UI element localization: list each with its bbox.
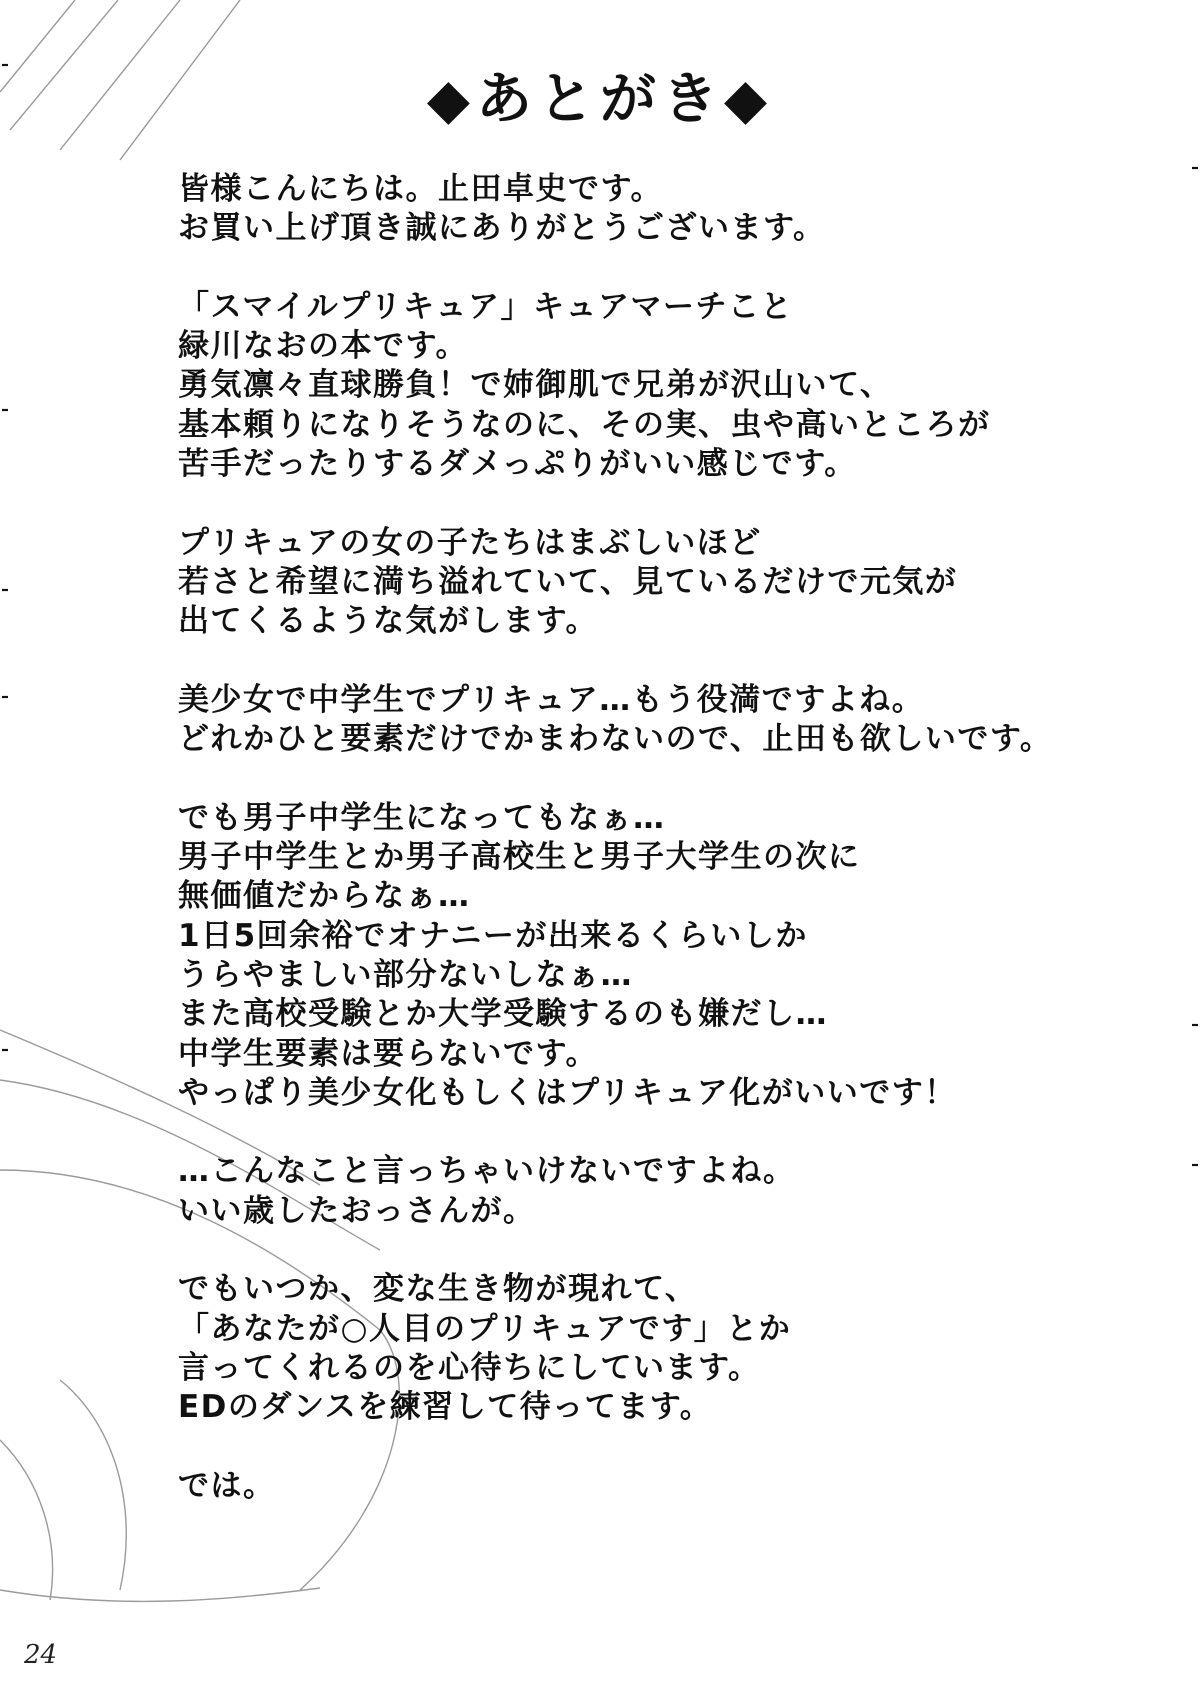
text-line: 出てくるような気がします。: [178, 603, 599, 640]
paragraph-gap: [178, 642, 1168, 681]
paragraph: [178, 524, 1168, 642]
text-line: 勇気凛々直球勝負！で姉御肌で兄弟が沢山いて、: [178, 367, 893, 404]
paragraph: [178, 170, 1168, 249]
page-number: 24: [24, 1640, 58, 1670]
text-line: 1日5回余裕でオナニーが出来るくらいしか: [178, 917, 808, 954]
paragraph: [178, 1467, 1168, 1506]
text-line: うらやましい部分ないしなぁ…: [178, 956, 633, 993]
text-line: 苦手だったりするダメっぷりがいい感じです。: [178, 446, 857, 483]
paragraph: [178, 1270, 1168, 1427]
text-line: プリキュアの女の子たちはまぶしいほど: [178, 524, 762, 561]
text-line: 基本頼りになりそうなのに、その実、虫や高いところが: [178, 406, 991, 443]
text-line: 皆様こんにちは。止田卓史です。: [178, 171, 664, 207]
text-line: 男子中学生とか男子高校生と男子大学生の次に: [178, 839, 861, 876]
text-line: いい歳したおっさんが。: [178, 1192, 536, 1229]
paragraph-gap: [178, 1113, 1168, 1152]
paragraph: [178, 288, 1168, 484]
text-line: 若さと希望に満ち溢れていて、見ているだけで元気が: [178, 563, 958, 600]
text-line: でも男子中学生になってもなぁ…: [178, 799, 666, 836]
text-line: 中学生要素は要らないです。: [178, 1035, 599, 1072]
paragraph-gap: [178, 759, 1168, 798]
paragraph-gap: [178, 249, 1168, 288]
afterword-text: [178, 170, 1168, 1506]
paragraph-gap: [178, 1428, 1168, 1467]
text-line: やっぱり美少女化もしくはプリキュア化がいいです！: [178, 1074, 957, 1111]
text-line: どれかひと要素だけでかまわないので、止田も欲しいです。: [178, 721, 1053, 758]
paragraph: [178, 1152, 1168, 1231]
text-line: 美少女で中学生でプリキュア…もう役満ですよね。: [178, 681, 925, 718]
cloth-curve-5: [0, 1440, 53, 1600]
text-line: 無価値だからなぁ…: [178, 878, 471, 915]
cloth-curve-4: [60, 1380, 126, 1590]
text-line: また高校受験とか大学受験するのも嫌だし…: [178, 996, 828, 1033]
text-line: EDのダンスを練習して待ってます。: [178, 1389, 713, 1426]
text-line: でもいつか、変な生き物が現れて、: [178, 1271, 698, 1308]
text-line: 「あなたが○人目のプリキュアです」とか: [178, 1310, 792, 1347]
text-line: 緑川なおの本です。: [178, 328, 469, 365]
text-line: では。: [178, 1467, 276, 1504]
page-title: ◆あとがき◆: [426, 67, 774, 132]
cloth-curve-6: [0, 1588, 320, 1601]
paragraph: [178, 681, 1168, 760]
text-line: 言ってくれるのを心待ちにしています。: [178, 1349, 761, 1386]
text-line: 「スマイルプリキュア」キュアマーチこと: [178, 288, 794, 325]
paragraph-gap: [178, 1231, 1168, 1270]
paragraph: [178, 799, 1168, 1113]
paragraph-gap: [178, 484, 1168, 523]
text-line: お買い上げ頂き誠にありがとうございます。: [178, 210, 826, 247]
text-line: …こんなこと言っちゃいけないですよね。: [178, 1153, 796, 1190]
